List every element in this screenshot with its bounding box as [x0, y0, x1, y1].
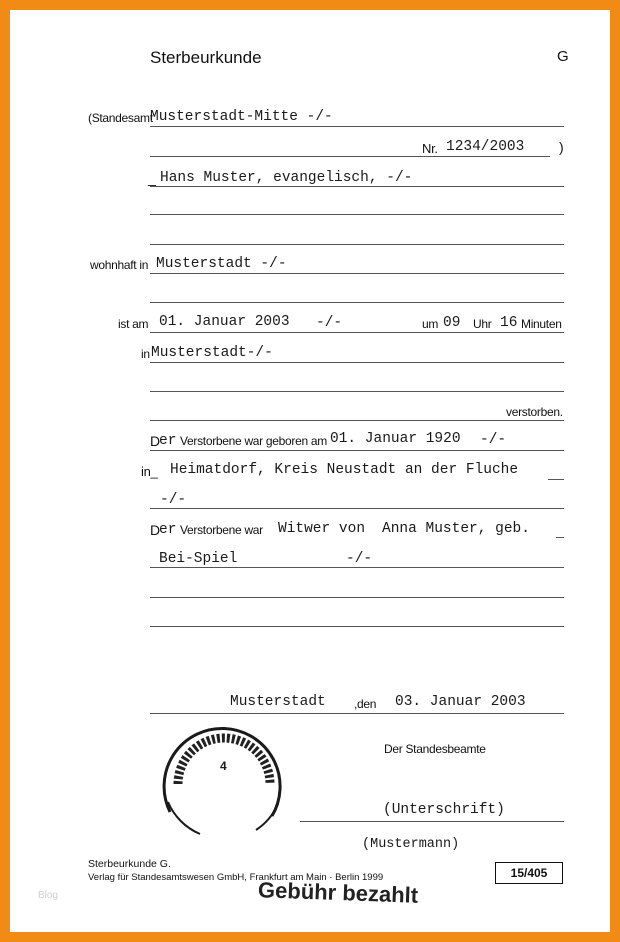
- marital-status-value: Witwer von: [278, 521, 366, 537]
- fee-paid-stamp: Gebühr bezahlt: [257, 877, 419, 908]
- death-place-value: Musterstadt-/-: [151, 345, 273, 361]
- blank-rule-3: [150, 302, 564, 303]
- birth-place-label: in_: [141, 464, 158, 479]
- form-code: G: [557, 48, 569, 65]
- signature-value: (Unterschrift): [383, 802, 505, 818]
- death-date-value: 01. Januar 2003: [159, 314, 290, 330]
- birth-date-dash: -/-: [480, 432, 507, 448]
- spouse-value: Anna Muster, geb.: [382, 521, 530, 537]
- time-uhr-label: Uhr: [473, 317, 492, 331]
- residence-label: wohnhaft in: [90, 258, 149, 272]
- den-label: ,den: [354, 697, 377, 711]
- birth-er: er: [159, 433, 177, 449]
- watermark: Blog: [38, 890, 59, 901]
- spouse-dash: -/-: [346, 551, 373, 567]
- number-label: Nr.: [422, 141, 438, 156]
- spouse-rule: [150, 567, 564, 568]
- office-label: (Standesamt: [88, 111, 153, 125]
- death-date-label: ist am: [118, 317, 149, 331]
- birth-date-rule: [150, 450, 564, 451]
- document-title: Sterbeurkunde: [150, 48, 262, 67]
- footer-publisher: Verlag für Standesamtswesen GmbH, Frankfurt am Main · Berlin 1999: [88, 872, 384, 883]
- birth-D: D: [150, 433, 161, 449]
- blank-rule-5: [150, 597, 564, 598]
- time-um-label: um: [422, 317, 439, 331]
- spouse-tail: [556, 537, 564, 538]
- birth-label: Verstorbene war geboren am: [180, 434, 327, 448]
- official-stamp: [160, 722, 290, 838]
- verstorben-rule: [150, 420, 564, 421]
- office-rule: [150, 126, 564, 127]
- number-rule: [150, 156, 550, 157]
- death-date-dash: -/-: [316, 315, 343, 331]
- spouse-maiden-value: Bei-Spiel: [159, 551, 238, 567]
- name-value: Hans Muster, evangelisch, -/-: [160, 170, 413, 186]
- blank-rule-1: [150, 214, 564, 215]
- birth-place-tail: [548, 479, 564, 480]
- blank-rule-6: [150, 626, 564, 627]
- marital-label: Verstorbene war: [180, 523, 263, 537]
- birth-place-dash: -/-: [160, 492, 187, 508]
- residence-value: Musterstadt -/-: [156, 256, 287, 272]
- blank-rule-4: [150, 391, 564, 392]
- form-number-box: 15/405: [495, 862, 563, 884]
- signature-rule: [300, 821, 564, 822]
- registrar-label: Der Standesbeamte: [384, 742, 486, 756]
- verstorben-label: verstorben.: [506, 405, 563, 419]
- date-signed-rule: [150, 713, 564, 714]
- registrar-name-value: (Mustermann): [362, 837, 460, 852]
- birth-place-value: Heimatdorf, Kreis Neustadt an der Fluche: [170, 462, 519, 478]
- birth-date-value: 01. Januar 1920: [330, 431, 461, 447]
- stamp-number: 4: [220, 759, 227, 773]
- name-prefix: _: [148, 170, 156, 186]
- marital-D: D: [150, 522, 161, 538]
- birth-place-rule: [150, 508, 564, 509]
- number-close: ): [559, 139, 564, 155]
- death-place-label: in: [141, 347, 150, 361]
- marital-er: er: [159, 522, 177, 538]
- date-signed-value: 03. Januar 2003: [395, 694, 526, 710]
- time-hour-value: 09: [443, 315, 461, 331]
- name-rule: [150, 186, 564, 187]
- residence-rule: [150, 273, 564, 274]
- footer-form-name: Sterbeurkunde G.: [88, 858, 171, 870]
- number-value: 1234/2003: [446, 139, 525, 155]
- death-place-rule: [150, 362, 564, 363]
- death-date-rule: [150, 332, 564, 333]
- blank-rule-2: [150, 244, 564, 245]
- office-value: Musterstadt-Mitte -/-: [150, 109, 333, 125]
- time-minuten-label: Minuten: [521, 317, 562, 331]
- time-minute-value: 16: [500, 315, 518, 331]
- place-signed-value: Musterstadt: [230, 694, 326, 710]
